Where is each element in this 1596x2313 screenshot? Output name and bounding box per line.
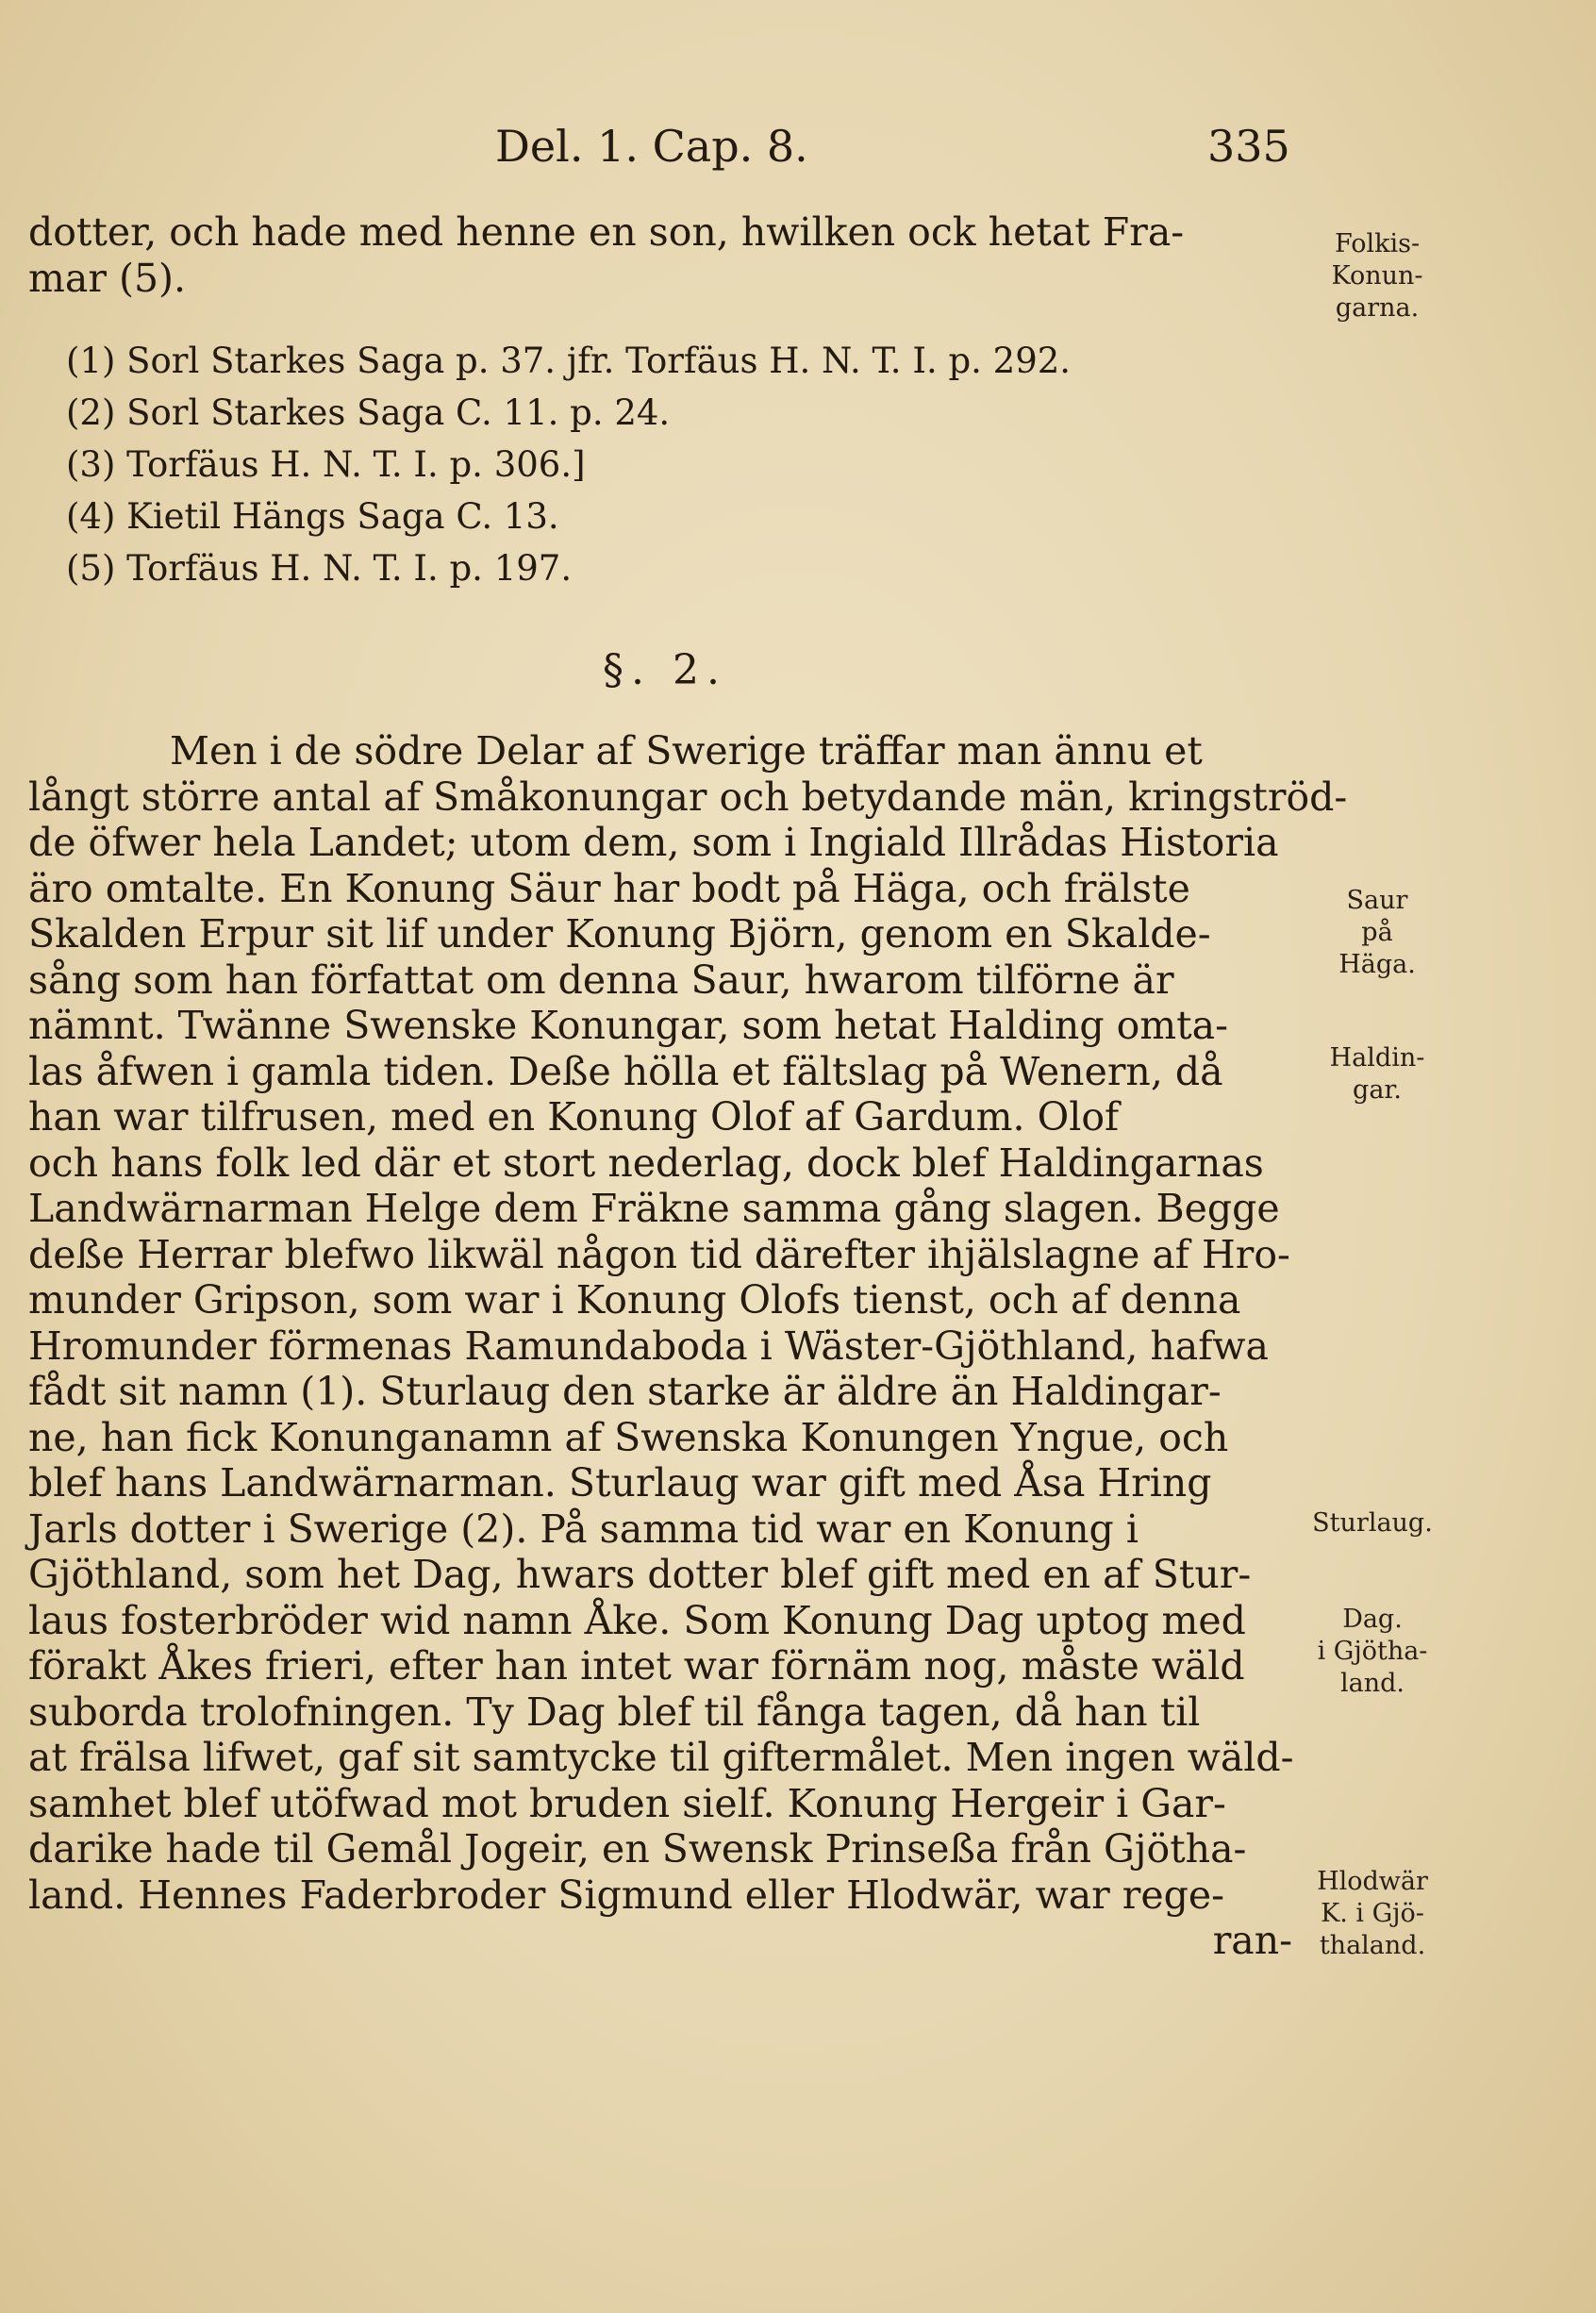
- text-line: ne, han fick Konunganamn af Swenska Konungen Yngue, och: [28, 1414, 1229, 1460]
- footnote: (1) Sorl Starkes Saga p. 37. jfr. Torfäus H. N. T. I. p. 292.: [66, 341, 1072, 381]
- text-line: samhet blef utöfwad mot bruden sielf. Konung Hergeir i Gar-: [28, 1780, 1226, 1826]
- margin-note-line: Häga.: [1338, 950, 1416, 979]
- text-line: Skalden Erpur sit lif under Konung Björn, genom en Skalde-: [28, 911, 1211, 957]
- margin-note-line: Dag.: [1342, 1605, 1403, 1634]
- body-text: [28, 728, 1348, 1964]
- text-line: och hans folk led där et stort nederlag, dock blef Haldingarnas: [28, 1140, 1264, 1186]
- text-line: Gjöthland, som het Dag, hwars dotter blef gift med en af Stur-: [28, 1552, 1252, 1597]
- margin-note-line: K. i Gjö-: [1321, 1899, 1424, 1928]
- text-line: laus fosterbröder wid namn Åke. Som Konung Dag uptog med: [28, 1597, 1246, 1643]
- margin-note-line: på: [1361, 918, 1393, 947]
- margin-note-line: land.: [1340, 1669, 1405, 1698]
- margin-note-hlodwar: [1302, 1866, 1443, 1962]
- footnote: (2) Sorl Starkes Saga C. 11. p. 24.: [66, 392, 671, 433]
- text-line: fådt sit namn (1). Sturlaug den starke är äldre än Haldingar-: [28, 1369, 1222, 1414]
- footnote: (3) Torfäus H. N. T. I. p. 306.]: [66, 444, 586, 485]
- margin-note-sturlaug: [1292, 1507, 1453, 1539]
- text-line: förakt Åkes frieri, efter han intet war förnäm nog, måste wäld: [28, 1643, 1245, 1689]
- text-line: at frälsa lifwet, gaf sit samtycke til giftermålet. Men ingen wäld-: [28, 1735, 1294, 1780]
- text-line: han war tilfrusen, med en Konung Olof af Gardum. Olof: [28, 1094, 1120, 1140]
- text-line: blef hans Landwärnarman. Sturlaug war gift med Åsa Hring: [28, 1460, 1212, 1506]
- page-number: 335: [1207, 121, 1290, 172]
- text-line: nämnt. Twänne Swenske Konungar, som hetat Halding omta-: [28, 1003, 1228, 1048]
- footnote: (5) Torfäus H. N. T. I. p. 197.: [66, 548, 573, 589]
- text-line: Jarls dotter i Swerige (2). På samma tid war en Konung i: [28, 1506, 1139, 1552]
- text-line: las åfwen i gamla tiden. Deße hölla et fältslag på Wenern, då: [28, 1048, 1223, 1094]
- intro-text: [28, 209, 1302, 301]
- text-line: darike hade til Gemål Jogeir, en Swensk Prinseßa från Gjötha-: [28, 1826, 1247, 1872]
- text-line: dotter, och hade med henne en son, hwilken ock hetat Fra-: [28, 209, 1185, 255]
- margin-note-line: Hlodwär: [1317, 1867, 1428, 1896]
- margin-note-line: i Gjötha-: [1317, 1637, 1428, 1666]
- page-header: [28, 121, 1302, 177]
- text-line: sång som han författat om denna Saur, hwarom tilförne är: [28, 957, 1174, 1003]
- footnote: (4) Kietil Hängs Saga C. 13.: [66, 496, 559, 537]
- margin-note-line: Folkis-: [1334, 229, 1421, 258]
- text-line: ran-: [1212, 1918, 1292, 1963]
- section-heading: §. 2.: [603, 646, 727, 694]
- margin-note-line: garna.: [1335, 293, 1420, 323]
- margin-note-line: Saur: [1346, 886, 1408, 915]
- text-line: äro omtalte. En Konung Säur har bodt på Häga, och frälste: [28, 865, 1190, 911]
- margin-note-dag: [1306, 1604, 1438, 1700]
- text-line: land. Hennes Faderbroder Sigmund eller Hlodwär, war rege-: [28, 1872, 1225, 1918]
- text-line: Men i de södre Delar af Swerige träffar man ännu et: [170, 728, 1203, 774]
- margin-note-line: Konun-: [1331, 261, 1423, 291]
- margin-note-line: thaland.: [1319, 1931, 1426, 1960]
- margin-note-halding: [1325, 1042, 1429, 1107]
- text-line: deße Herrar blefwo likwäl någon tid därefter ihjälslagne af Hro-: [28, 1231, 1290, 1277]
- text-line: långt större antal af Småkonungar och betydande män, kringströd-: [28, 774, 1348, 820]
- margin-note-line: gar.: [1353, 1075, 1402, 1105]
- margin-note-folkis: [1325, 228, 1429, 324]
- footnotes: [66, 335, 1071, 594]
- margin-note-saur: [1325, 885, 1429, 981]
- text-line: munder Gripson, som war i Konung Olofs tienst, och af denna: [28, 1277, 1241, 1323]
- chapter-heading: Del. 1. Cap. 8.: [495, 121, 808, 172]
- text-line: de öfwer hela Landet; utom dem, som i Ingiald Illrådas Historia: [28, 820, 1279, 865]
- margin-note-line: Sturlaug.: [1312, 1508, 1433, 1538]
- text-line: Landwärnarman Helge dem Fräkne samma gång slagen. Begge: [28, 1186, 1280, 1231]
- text-line: Hromunder förmenas Ramundaboda i Wäster-Gjöthland, hafwa: [28, 1323, 1269, 1369]
- text-line: mar (5).: [28, 255, 187, 301]
- text-line: suborda trolofningen. Ty Dag blef til fånga tagen, då han til: [28, 1689, 1201, 1735]
- margin-note-line: Haldin-: [1329, 1043, 1425, 1073]
